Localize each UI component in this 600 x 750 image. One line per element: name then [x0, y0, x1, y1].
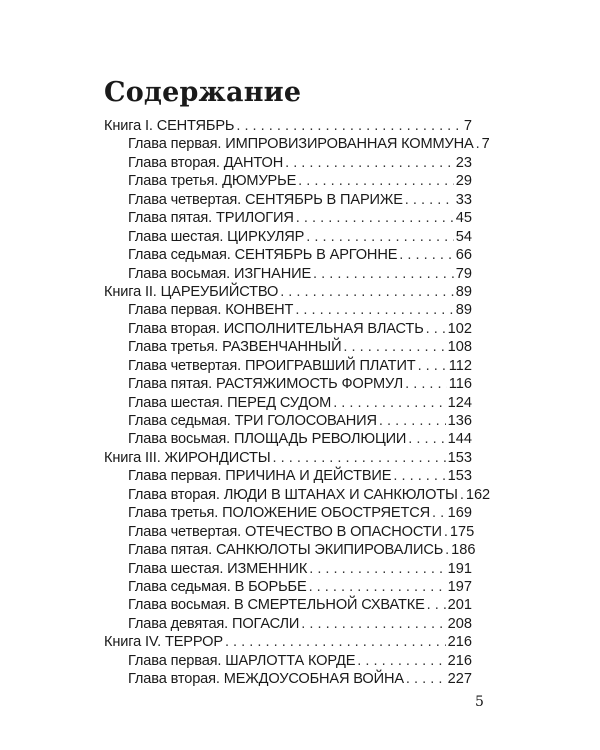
- dot-leader: [296, 210, 454, 226]
- toc-chapter-entry: [104, 523, 475, 542]
- dot-leader: [298, 173, 454, 189]
- dot-leader: [408, 431, 445, 447]
- dot-leader: [379, 413, 446, 429]
- toc-entry-page: 66: [455, 247, 472, 264]
- dot-leader: [426, 321, 446, 337]
- dot-leader: [306, 229, 454, 245]
- toc-entry-title: Книга IV. ТЕРРОР: [104, 634, 223, 651]
- dot-leader: [460, 487, 464, 503]
- toc-chapter-entry: [104, 302, 472, 320]
- toc-entry-page: 108: [447, 339, 472, 356]
- toc-chapter-entry: [104, 616, 472, 634]
- toc-entry-page: 29: [455, 173, 472, 190]
- toc-entry-page: 116: [448, 376, 472, 393]
- toc-entry-title: Глава вторая. ЛЮДИ В ШТАНАХ И САНКЮЛОТЫ: [128, 486, 458, 503]
- toc-entry-title: Глава пятая. САНКЮЛОТЫ ЭКИПИРОВАЛИСЬ: [128, 542, 444, 559]
- page-number: 5: [475, 694, 484, 710]
- toc-chapter-entry: [104, 413, 472, 431]
- dot-leader: [444, 524, 448, 540]
- toc-entry-title: Глава пятая. ТРИЛОГИЯ: [128, 210, 294, 227]
- toc-entry-title: Глава четвертая. ПРОИГРАВШИЙ ПЛАТИТ: [128, 357, 416, 374]
- toc-entry-page: 7: [481, 136, 490, 153]
- toc-chapter-entry: [104, 505, 472, 523]
- dot-leader: [427, 597, 446, 613]
- dot-leader: [405, 192, 454, 208]
- toc-entry-title: Глава третья. ПОЛОЖЕНИЕ ОБОСТРЯЕТСЯ: [128, 505, 431, 522]
- toc-entry-title: Глава шестая. ИЗМЕННИК: [128, 560, 308, 577]
- toc-entry-title: Книга II. ЦАРЕУБИЙСТВО: [104, 283, 279, 300]
- toc-chapter-entry: [104, 173, 472, 191]
- dot-leader: [295, 302, 453, 318]
- toc-book-entry: [104, 450, 472, 468]
- dot-leader: [343, 339, 445, 355]
- toc-entry-title: Глава седьмая. ТРИ ГОЛОСОВАНИЯ: [128, 413, 377, 429]
- dot-leader: [333, 395, 445, 411]
- toc-entry-page: 186: [451, 542, 476, 559]
- toc-entry-title: Книга I. СЕНТЯБРЬ: [104, 118, 235, 134]
- toc-chapter-entry: [104, 486, 491, 505]
- toc-entry-title: Глава четвертая. ОТЕЧЕСТВО В ОПАСНОСТИ: [128, 523, 442, 540]
- toc-entry-page: 208: [447, 615, 472, 632]
- toc-entry-title: Глава пятая. РАСТЯЖИМОСТЬ ФОРМУЛ: [128, 376, 404, 393]
- toc-chapter-entry: [104, 671, 472, 689]
- toc-chapter-entry: [104, 321, 472, 339]
- toc-entry-page: 216: [447, 652, 472, 669]
- page-title: Содержание: [104, 77, 302, 108]
- toc-entry-title: Глава седьмая. В БОРЬБЕ: [128, 578, 307, 595]
- toc-entry-title: Книга III. ЖИРОНДИСТЫ: [104, 449, 271, 466]
- toc-entry-title: Глава вторая. ИСПОЛНИТЕЛЬНАЯ ВЛАСТЬ: [128, 320, 424, 337]
- toc-entry-page: 136: [447, 413, 472, 429]
- dot-leader: [280, 284, 454, 300]
- toc-chapter-entry: [104, 339, 472, 357]
- toc-chapter-entry: [104, 155, 472, 173]
- toc-chapter-entry: [104, 395, 472, 413]
- dot-leader: [225, 634, 446, 650]
- dot-leader: [406, 671, 446, 687]
- toc-chapter-entry: [104, 358, 472, 376]
- toc-entry-page: 144: [447, 431, 472, 448]
- dot-leader: [309, 579, 446, 595]
- toc-entry-title: Глава первая. ПРИЧИНА И ДЕЙСТВИЕ: [128, 468, 392, 485]
- dot-leader: [357, 653, 445, 669]
- toc-entry-page: 79: [455, 265, 472, 282]
- dot-leader: [393, 468, 445, 484]
- dot-leader: [432, 505, 446, 521]
- toc-chapter-entry: [104, 468, 472, 486]
- toc-chapter-entry: [104, 136, 490, 154]
- toc-entry-title: Глава седьмая. СЕНТЯБРЬ В АРГОННЕ: [128, 247, 398, 264]
- toc-entry-page: 124: [447, 394, 472, 411]
- toc-entry-page: 153: [447, 449, 472, 466]
- dot-leader: [405, 376, 447, 392]
- table-of-contents: [104, 118, 491, 690]
- toc-chapter-entry: [104, 192, 472, 210]
- dot-leader: [285, 155, 454, 171]
- toc-chapter-entry: [104, 561, 472, 579]
- toc-entry-title: Глава восьмая. ПЛОЩАДЬ РЕВОЛЮЦИИ: [128, 431, 407, 448]
- toc-book-entry: [104, 118, 472, 136]
- toc-entry-page: 112: [448, 357, 472, 374]
- toc-chapter-entry: [104, 579, 472, 597]
- toc-entry-page: 45: [455, 210, 472, 227]
- toc-entry-page: 162: [465, 486, 491, 503]
- toc-entry-page: 23: [455, 154, 472, 171]
- toc-entry-page: 227: [447, 671, 472, 688]
- toc-chapter-entry: [104, 431, 472, 449]
- toc-entry-title: Глава восьмая. В СМЕРТЕЛЬНОЙ СХВАТКЕ: [128, 597, 425, 614]
- toc-entry-page: 216: [447, 634, 472, 651]
- toc-entry-page: 175: [449, 523, 475, 540]
- toc-entry-title: Глава первая. ШАРЛОТТА КОРДЕ: [128, 652, 356, 669]
- toc-entry-title: Глава вторая. ДАНТОН: [128, 154, 284, 171]
- toc-book-entry: [104, 634, 472, 652]
- toc-chapter-entry: [104, 597, 472, 615]
- toc-entry-page: 54: [455, 228, 472, 245]
- toc-entry-title: Глава первая. ИМПРОВИЗИРОВАННАЯ КОММУНА: [128, 136, 474, 153]
- toc-entry-page: 201: [447, 597, 472, 614]
- dot-leader: [273, 450, 446, 466]
- toc-entry-page: 197: [447, 578, 472, 595]
- dot-leader: [313, 266, 454, 282]
- toc-entry-title: Глава первая. КОНВЕНТ: [128, 302, 294, 319]
- toc-chapter-entry: [104, 247, 472, 265]
- toc-chapter-entry: [104, 229, 472, 247]
- toc-entry-page: 89: [455, 283, 472, 300]
- dot-leader: [301, 616, 445, 632]
- toc-book-entry: [104, 284, 472, 302]
- toc-entry-page: 169: [447, 505, 472, 522]
- toc-chapter-entry: [104, 376, 472, 394]
- toc-entry-title: Глава третья. ДЮМУРЬЕ: [128, 173, 297, 190]
- dot-leader: [399, 247, 453, 263]
- toc-entry-title: Глава девятая. ПОГАСЛИ: [128, 615, 300, 632]
- toc-chapter-entry: [104, 210, 472, 228]
- toc-entry-page: 102: [447, 320, 472, 337]
- dot-leader: [236, 118, 462, 134]
- toc-chapter-entry: [104, 653, 472, 671]
- toc-entry-page: 89: [455, 302, 472, 319]
- toc-entry-page: 7: [463, 118, 472, 134]
- toc-entry-title: Глава восьмая. ИЗГНАНИЕ: [128, 265, 312, 282]
- toc-chapter-entry: [104, 542, 476, 560]
- toc-entry-page: 33: [455, 191, 472, 208]
- toc-entry-title: Глава шестая. ПЕРЕД СУДОМ: [128, 394, 332, 411]
- toc-chapter-entry: [104, 266, 472, 284]
- toc-entry-page: 153: [447, 468, 472, 485]
- dot-leader: [445, 542, 449, 558]
- dot-leader: [309, 561, 445, 577]
- dot-leader: [476, 136, 480, 152]
- toc-entry-title: Глава шестая. ЦИРКУЛЯР: [128, 228, 305, 245]
- toc-entry-title: Глава четвертая. СЕНТЯБРЬ В ПАРИЖЕ: [128, 191, 403, 208]
- toc-entry-title: Глава вторая. МЕЖДОУСОБНАЯ ВОЙНА: [128, 671, 404, 688]
- toc-entry-title: Глава третья. РАЗВЕНЧАННЫЙ: [128, 339, 342, 356]
- toc-entry-page: 191: [447, 560, 472, 577]
- dot-leader: [418, 358, 447, 374]
